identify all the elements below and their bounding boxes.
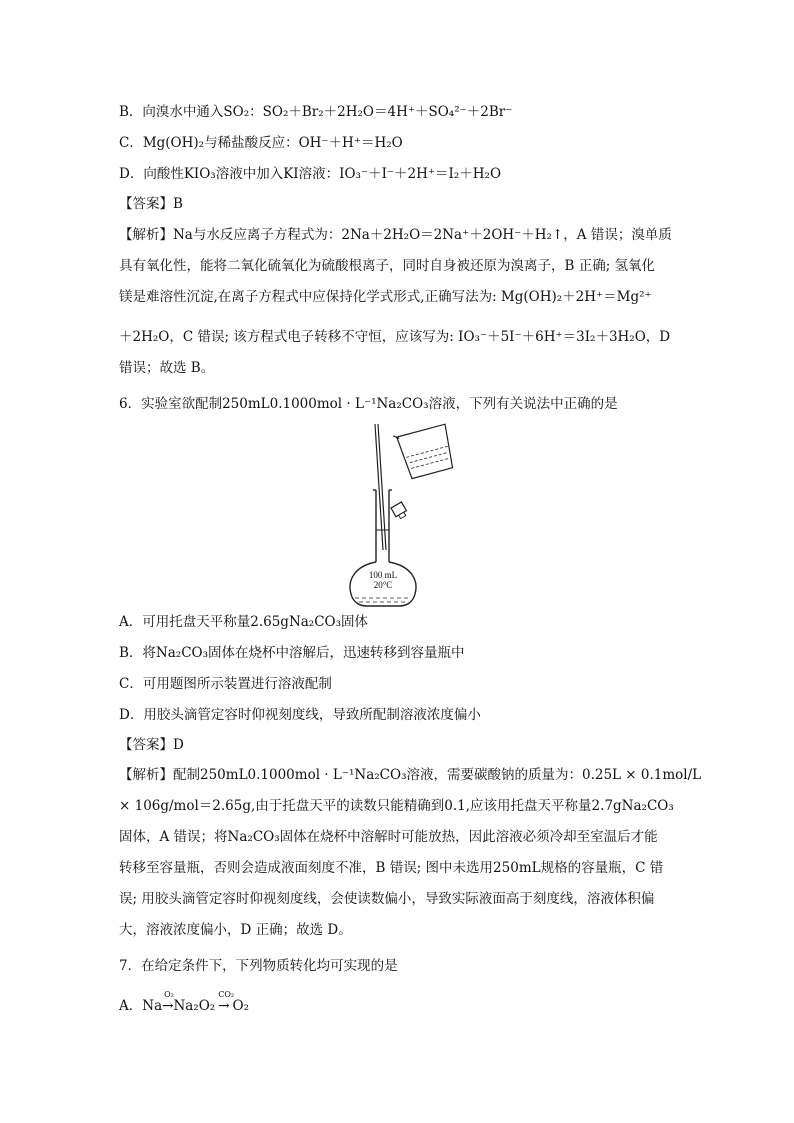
analysis-line: × 106g/mol＝2.65g,由于托盘天平的读数只能精确到0.1,应该用托盘天平称量2.7gNa₂CO₃ <box>119 798 674 814</box>
flask-diagram <box>345 422 465 612</box>
species-na: Na <box>142 998 163 1014</box>
q5-option-c: C．Mg(OH)₂与稀盐酸反应：OH⁻＋H⁺＝H₂O <box>119 135 403 151</box>
species-o2: O₂ <box>232 998 249 1014</box>
analysis-line: 【解析】配制250mL0.1000mol · L⁻¹Na₂CO₃溶液，需要碳酸钠的质量为：0.25L × 0.1mol/L <box>119 767 702 783</box>
condition-o2: O₂ <box>164 990 174 999</box>
option-label: A． <box>119 998 143 1014</box>
volumetric-flask-figure <box>345 422 465 612</box>
species-na2o2: Na₂O₂ <box>173 998 216 1014</box>
q6-option-c: C．可用题图所示装置进行溶液配制 <box>119 676 332 692</box>
analysis-line: 具有氧化性，能将二氧化硫氧化为硫酸根离子，同时自身被还原为溴离子，B 正确; 氢氧化 <box>119 258 656 274</box>
analysis-line: ＋2H₂O，C 错误; 该方程式电子转移不守恒，应该写为: IO₃⁻＋5I⁻＋6H⁺＝3I₂＋3H₂O，D <box>119 329 671 345</box>
q6-option-a: A．可用托盘天平称量2.65gNa₂CO₃固体 <box>119 614 369 630</box>
flask-volume-label: 100 mL <box>368 570 398 580</box>
q6-analysis <box>119 765 702 940</box>
q7-stem: 7．在给定条件下，下列物质转化均可实现的是 <box>119 958 398 974</box>
arrow-co2: CO₂ → <box>218 996 229 1016</box>
analysis-line: 大，溶液浓度偏小，D 正确；故选 D。 <box>119 922 352 938</box>
q7-option-a <box>119 990 694 1016</box>
q6-option-b: B．将Na₂CO₃固体在烧杯中溶解后，迅速转移到容量瓶中 <box>119 645 465 661</box>
q6-stem: 6．实验室欲配制250mL0.1000mol · L⁻¹Na₂CO₃溶液，下列有关说法中正确的是 <box>119 396 618 412</box>
analysis-line: 镁是难溶性沉淀,在离子方程式中应保持化学式形式,正确写法为: Mg(OH)₂＋2H⁺＝Mg²⁺ <box>119 289 652 305</box>
q6-answer: 【答案】D <box>119 737 184 753</box>
arrow-o2: O₂ → <box>162 996 173 1016</box>
analysis-line: 错误；故选 B。 <box>119 360 215 376</box>
q6-option-d: D．用胶头滴管定容时仰视刻度线，导致所配制溶液浓度偏小 <box>119 707 481 723</box>
q5-analysis <box>119 225 677 378</box>
analysis-line: 误; 用胶头滴管定容时仰视刻度线，会使读数偏小，导致实际液面高于刻度线，溶液体积偏 <box>119 891 655 907</box>
analysis-line: 转移至容量瓶，否则会造成液面刻度不准，B 错误; 图中未选用250mL规格的容量瓶，C 错 <box>119 860 664 876</box>
analysis-line: 固体，A 错误；将Na₂CO₃固体在烧杯中溶解时可能放热，因此溶液必须冷却至室温后才能 <box>119 829 658 845</box>
analysis-line: 【解析】Na与水反应离子方程式为：2Na＋2H₂O＝2Na⁺＋2OH⁻＋H₂↑，A 错误；溴单质 <box>119 227 672 243</box>
condition-co2: CO₂ <box>218 990 235 999</box>
q5-answer: 【答案】B <box>119 196 183 212</box>
q5-option-d: D．向酸性KIO₃溶液中加入KI溶液：IO₃⁻＋I⁻＋2H⁺＝I₂＋H₂O <box>119 166 502 182</box>
q5-option-b: B．向溴水中通入SO₂：SO₂＋Br₂＋2H₂O＝4H⁺＋SO₄²⁻＋2Br⁻ <box>119 104 513 120</box>
flask-temp-label: 20°C <box>373 580 393 590</box>
